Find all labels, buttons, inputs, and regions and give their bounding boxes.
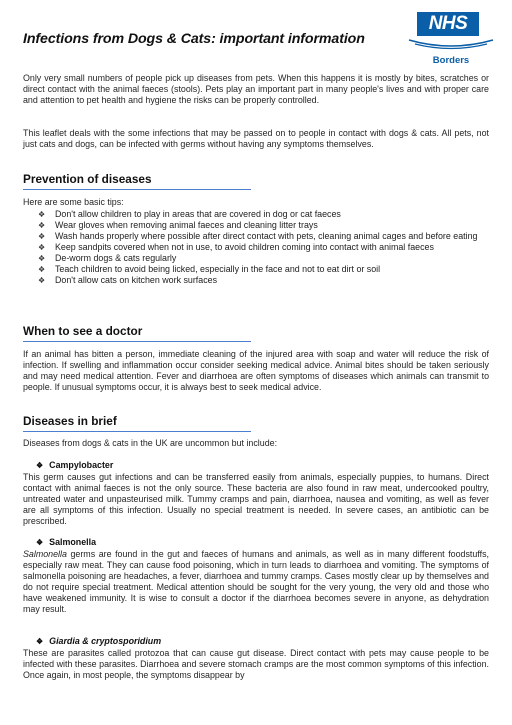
diamond-bullet-icon: ❖ <box>36 538 44 547</box>
list-item: ❖ Wear gloves when removing animal faeces and cleaning litter trays <box>38 220 318 230</box>
diamond-bullet-icon: ❖ <box>38 243 46 252</box>
diseases-lead: Diseases from dogs & cats in the UK are uncommon but include: <box>23 438 278 448</box>
diamond-bullet-icon: ❖ <box>38 232 46 241</box>
tips-lead: Here are some basic tips: <box>23 197 124 207</box>
logo-subtitle: Borders <box>432 55 470 66</box>
list-item: ❖ Don't allow children to play in areas that are covered in dog or cat faeces <box>38 209 341 219</box>
disease-text-campylobacter: This germ causes gut infections and can be transferred easily from animals, especially puppies, to humans. Direct contact with animal faeces is not the only source. These bacteria are also found in raw meat, undercooked poultry, untreated water and unpasteurised milk. Tummy cramps and pain, diarrhoea, nausea and vomiting, as well as fever are all symptoms of this infection. Usually no special treatment is needed. In severe cases, an antibiotic can be prescribed. <box>23 472 489 526</box>
list-item: ❖ Wash hands properly where possible after direct contact with pets, cleaning animal cages and before eating <box>38 231 478 241</box>
doctor-paragraph: If an animal has bitten a person, immediate cleaning of the injured area with soap and water will reduce the risk of infection. If swelling and inflammation occur consider seeking medical advice. Animal bites should be taken seriously and may need medical attention. Fever and diarrhoea are often symptoms of diseases which animals can transmit to people. If unusual symptoms occur, it is always best to seek medical advice. <box>23 349 489 392</box>
nhs-logo-text: NHS <box>417 12 479 36</box>
nhs-borders-logo <box>405 12 497 76</box>
intro-paragraph-2: This leaflet deals with the some infections that may be passed on to people in contact with dogs & cats. All pets, not just cats and dogs, can be infected with germs without having any symptoms themselves. <box>23 128 489 149</box>
disease-heading-campylobacter: ❖ Campylobacter <box>36 460 114 470</box>
diamond-bullet-icon: ❖ <box>36 637 44 646</box>
diamond-bullet-icon: ❖ <box>38 221 46 230</box>
intro-paragraph-1: Only very small numbers of people pick up diseases from pets. When this happens it is mostly by bites, scratches or direct contact with the animal faeces (stools). Pets play an important part in many people's lives and with proper care and attention to pet health and hygiene the risks can be properly controlled. <box>23 73 489 105</box>
diamond-bullet-icon: ❖ <box>38 254 46 263</box>
list-item: ❖ De-worm dogs & cats regularly <box>38 253 177 263</box>
diamond-bullet-icon: ❖ <box>36 461 44 470</box>
disease-text-giardia: These are parasites called protozoa that can cause gut disease. Direct contact with pets may cause people to be infected with these parasites. Diarrhoea and severe stomach cramps are the most common symptoms of this infection. Once again, in most people, the symptoms disappear by <box>23 648 489 680</box>
diamond-bullet-icon: ❖ <box>38 210 46 219</box>
disease-heading-giardia: ❖ Giardia & cryptosporidium <box>36 636 162 646</box>
section-heading-doctor: When to see a doctor <box>23 323 251 339</box>
diamond-bullet-icon: ❖ <box>38 276 46 285</box>
list-item: ❖ Teach children to avoid being licked, especially in the face and not to eat dirt or soil <box>38 264 381 274</box>
section-heading-diseases: Diseases in brief <box>23 413 251 429</box>
diamond-bullet-icon: ❖ <box>38 265 46 274</box>
page-title: Infections from Dogs & Cats: important information <box>23 31 365 47</box>
wave-icon <box>405 38 497 50</box>
disease-text-salmonella: Salmonella germs are found in the gut and faeces of humans and animals, as well as in many different foodstuffs, especially raw meat. They can cause food poisoning, which in turn leads to diarrhoea and vomiting. The symptoms of salmonella poisoning are headaches, a fever, diarrhoea and tummy cramps. Cases mostly clear up by themselves and do not require special treatment. Medical attention should be sought for the very young, the very old and those who have weakened immunity. It is wise to consult a doctor if the diarrhoea becomes severe in anyone, as dehydration may result. <box>23 549 489 614</box>
list-item: ❖ Keep sandpits covered when not in use, to avoid children coming into contact with animal faeces <box>38 242 434 252</box>
section-heading-prevention: Prevention of diseases <box>23 171 251 187</box>
disease-heading-salmonella: ❖ Salmonella <box>36 537 97 547</box>
tips-list <box>35 209 493 286</box>
list-item: ❖ Don't allow cats on kitchen work surfaces <box>38 275 218 285</box>
